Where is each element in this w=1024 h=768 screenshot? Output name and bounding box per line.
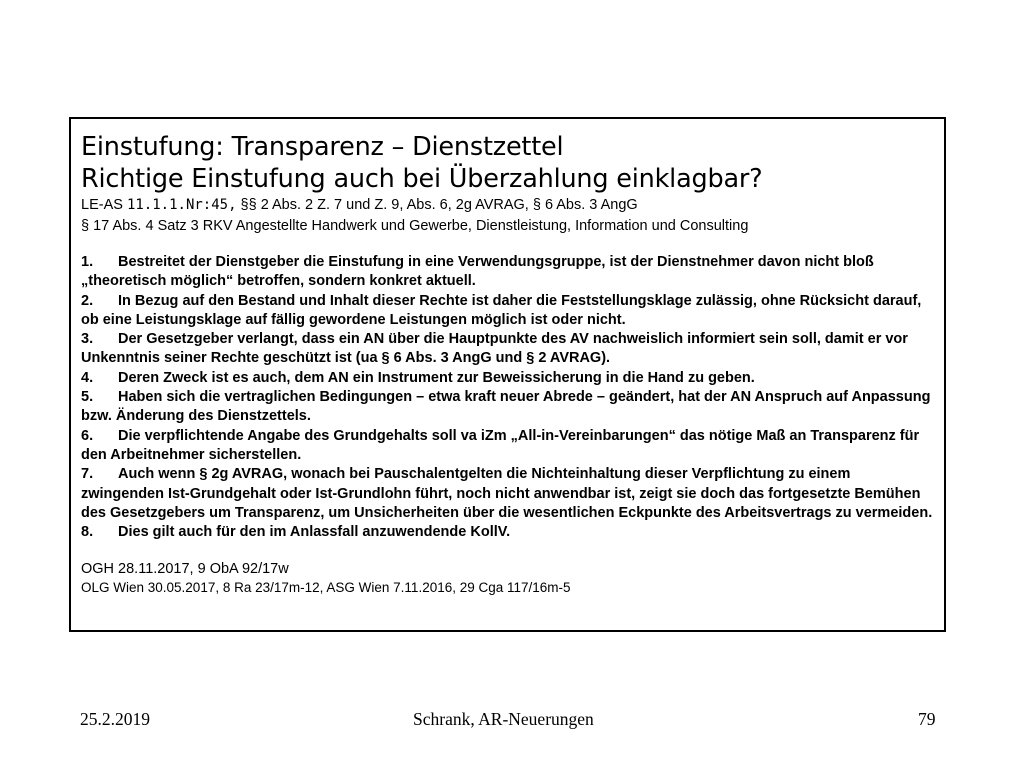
list-item (81, 369, 934, 388)
reference-code: 11.1.1.Nr:45, (126, 197, 237, 213)
list-item (81, 330, 934, 369)
list-item-number: 6. (81, 427, 94, 444)
list-item (81, 292, 934, 331)
list-item (81, 253, 934, 292)
list-item-number: 2. (81, 292, 94, 309)
list-item-number: 4. (81, 369, 94, 386)
legal-reference-line-2: § 17 Abs. 4 Satz 3 RKV Angestellte Handwerk und Gewerbe, Dienstleistung, Information und Consulting (81, 218, 749, 234)
list-item (81, 427, 934, 466)
list-item-number: 8. (81, 524, 94, 541)
reference-prefix: LE-AS (81, 197, 127, 213)
list-item-text: Der Gesetzgeber verlangt, dass ein AN über die Hauptpunkte des AV nachweislich informiert sein soll, damit er vor Unkenntnis seiner Rechte geschützt ist (ua § 6 Abs. 3 AngG und § 2 AVRAG). (81, 331, 908, 367)
list-item-text: Dies gilt auch für den im Anlassfall anzuwendende KollV. (118, 524, 511, 541)
list-item-text: Haben sich die vertraglichen Bedingungen – etwa kraft neuer Abrede – geändert, hat der AN Anspruch auf Anpassung bzw. Änderung des Dienstzettels. (81, 389, 931, 425)
list-item-text: Auch wenn § 2g AVRAG, wonach bei Pauschalentgelten die Nichteinhaltung dieser Verpflichtung zu einem zwingenden Ist-Grundgehalt oder Ist-Grundlohn führt, noch nicht anwendbar ist, zeigt sie doch das fortgesetzte Bemühen des Gesetzgebers um Transparenz, um Unsicherheiten über die wesentlichen Eckpunkte des Arbeitsvertrags zu vermeiden. (81, 466, 933, 521)
list-item (81, 388, 934, 427)
list-item-text: Deren Zweck ist es auch, dem AN ein Instrument zur Beweissicherung in die Hand zu geben. (118, 369, 755, 386)
footer-date: 25.2.2019 (80, 709, 150, 729)
footer-title: Schrank, AR-Neuerungen (413, 709, 594, 729)
list-item-number: 1. (81, 254, 94, 270)
slide-title-line-1: Einstufung: Transparenz – Dienstzettel (81, 132, 564, 162)
list-item-text: In Bezug auf den Bestand und Inhalt dieser Rechte ist daher die Feststellungsklage zulässig, ohne Rücksicht darauf, ob eine Leistungsklage auf fällig gewordene Leistungen möglich ist oder nicht. (81, 292, 922, 328)
list-item (81, 523, 934, 542)
numbered-list (81, 253, 934, 542)
court-citation-lower-instances: OLG Wien 30.05.2017, 8 Ra 23/17m-12, ASG Wien 7.11.2016, 29 Cga 117/16m-5 (81, 580, 571, 596)
legal-reference-line-1 (81, 195, 934, 216)
list-item-text: Bestreitet der Dienstgeber die Einstufung in eine Verwendungsgruppe, ist der Dienstnehmer davon nicht bloß „theoretisch möglich“ betroffen, sondern konkret aktuell. (81, 254, 874, 290)
spacer (81, 542, 934, 560)
list-item-number: 3. (81, 331, 94, 348)
page-number: 79 (918, 709, 936, 729)
content-box (69, 117, 946, 632)
spacer (81, 237, 934, 253)
list-item (81, 465, 934, 523)
list-item-number: 5. (81, 389, 94, 406)
list-item-text: Die verpflichtende Angabe des Grundgehalts soll va iZm „All-in-Vereinbarungen“ das nötige Maß an Transparenz für den Arbeitnehmer sicherstellen. (81, 427, 920, 463)
list-item-number: 7. (81, 466, 94, 483)
reference-rest: §§ 2 Abs. 2 Z. 7 und Z. 9, Abs. 6, 2g AVRAG, § 6 Abs. 3 AngG (236, 197, 638, 213)
slide-title-line-2: Richtige Einstufung auch bei Überzahlung einklagbar? (81, 164, 763, 194)
court-citation-ogh: OGH 28.11.2017, 9 ObA 92/17w (81, 561, 289, 578)
